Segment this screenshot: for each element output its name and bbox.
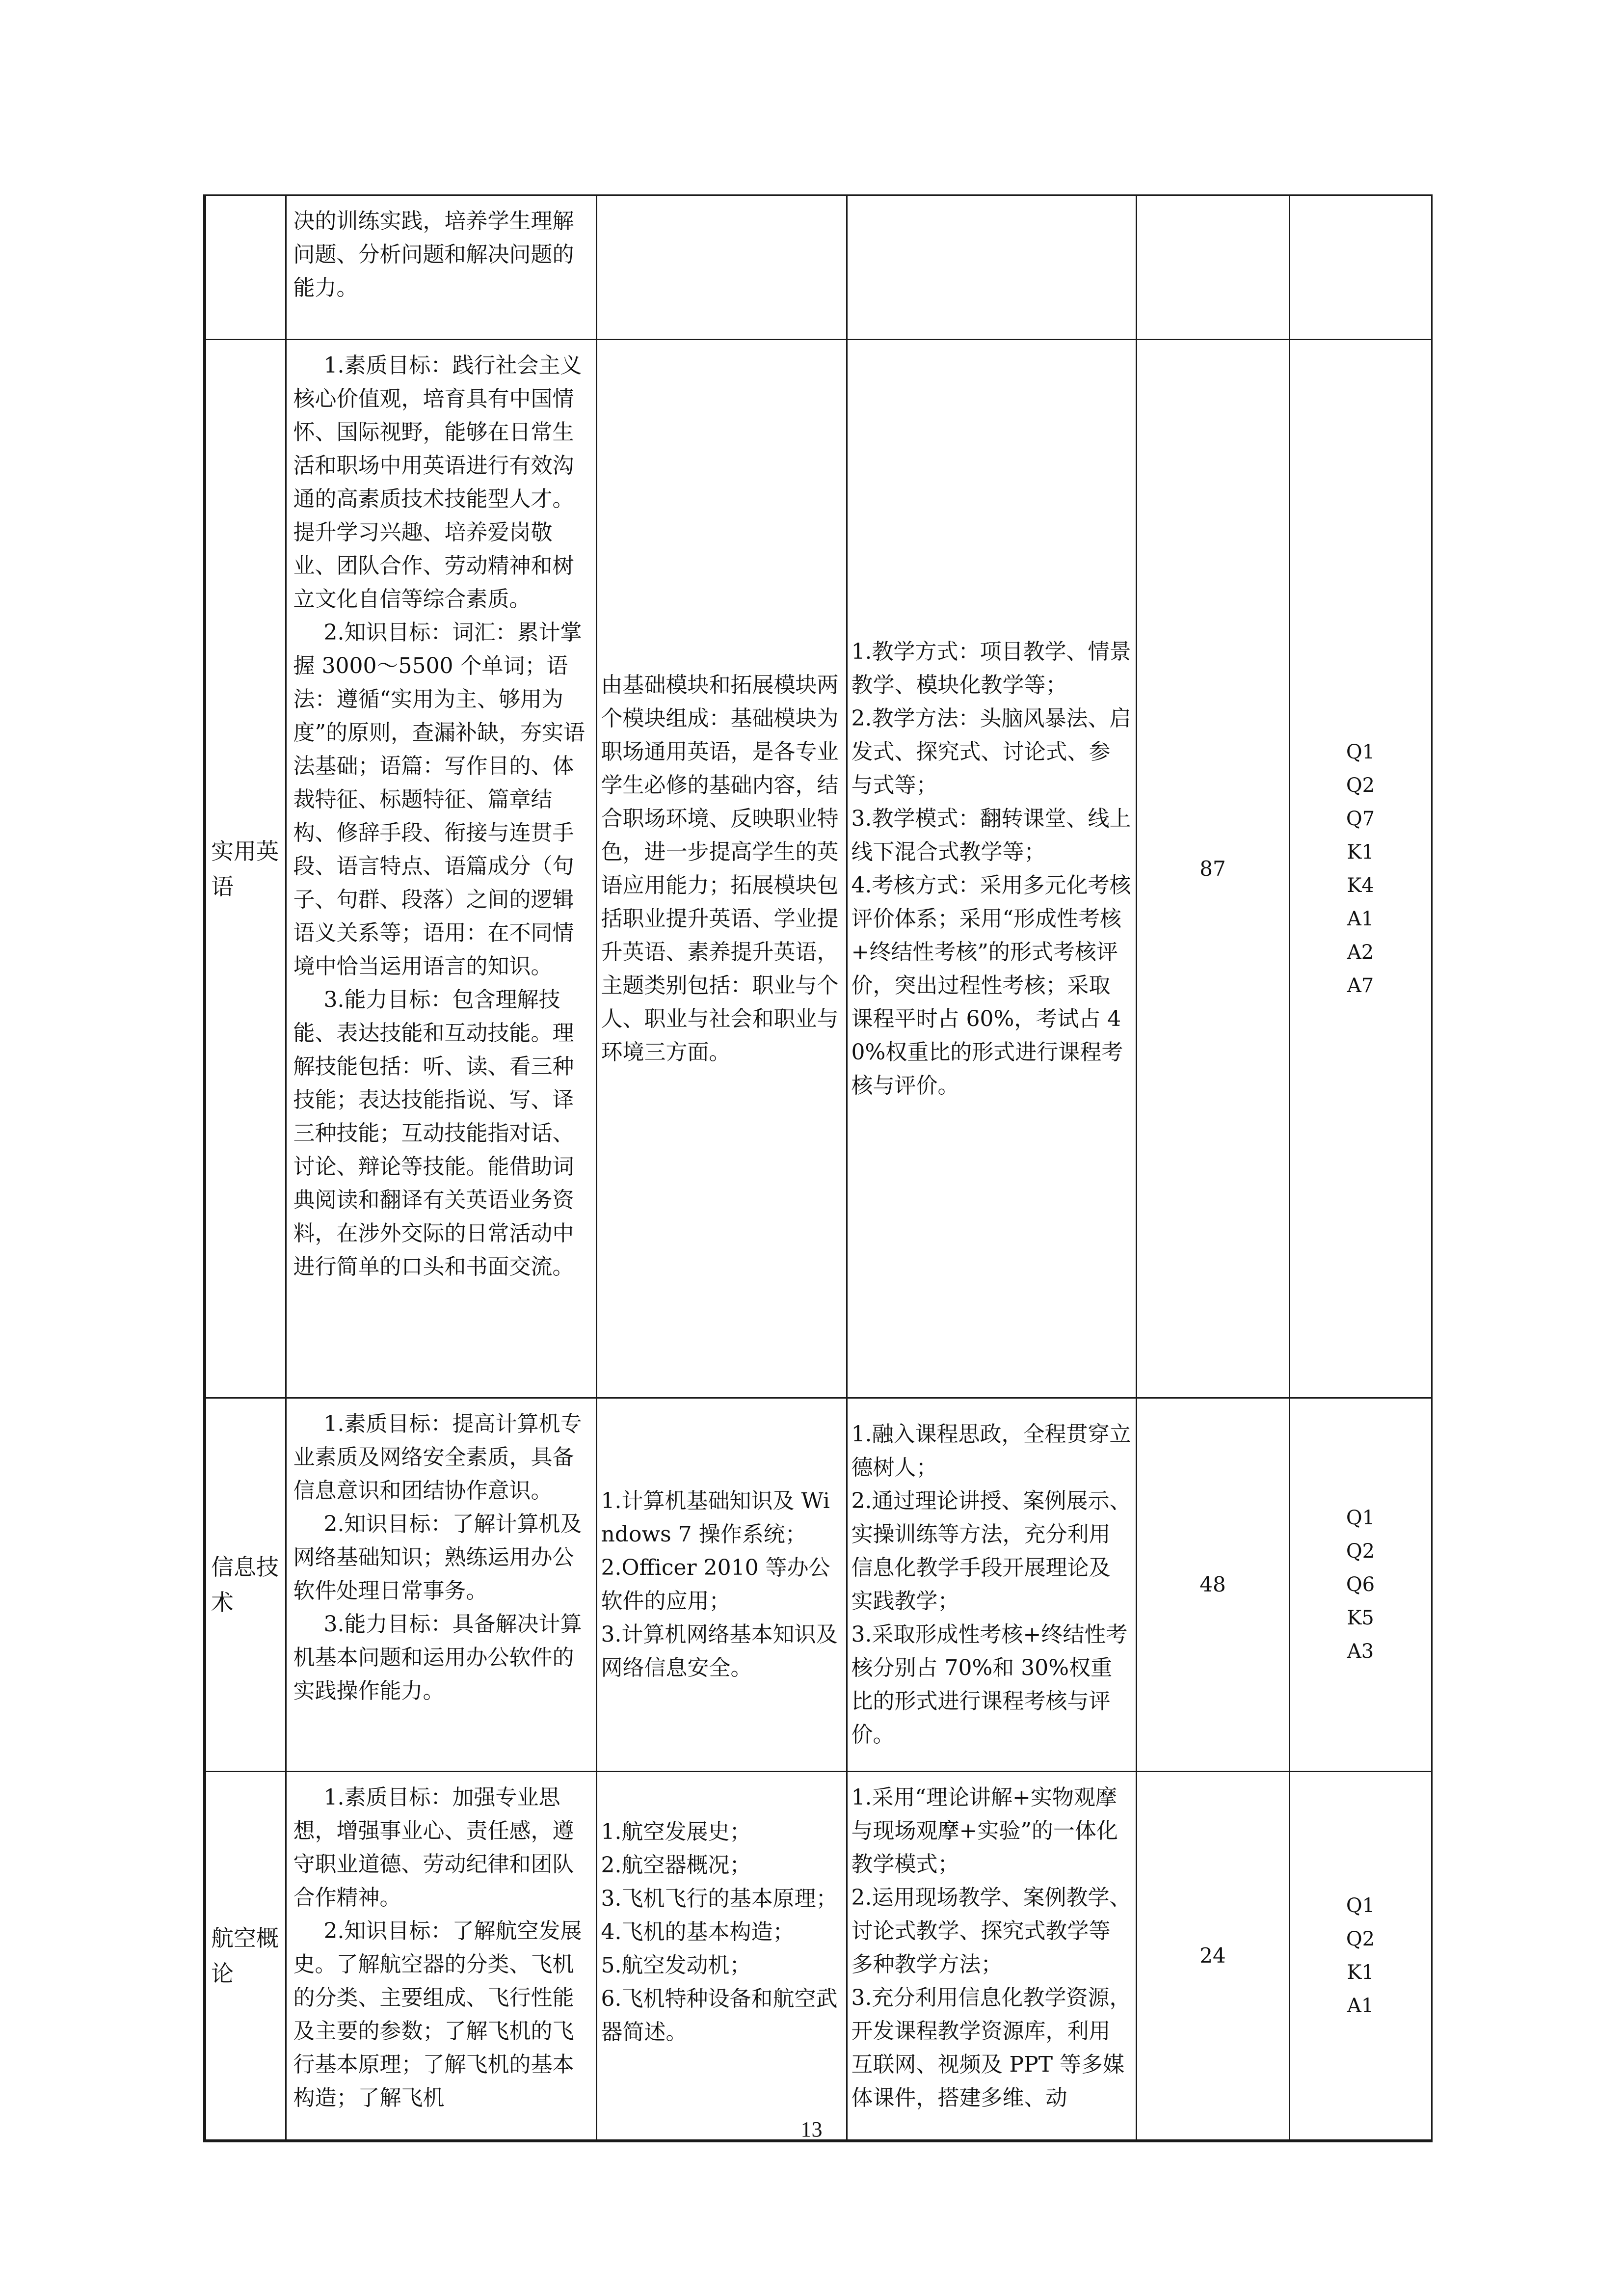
content-item: 5.航空发动机； [601, 1953, 751, 1978]
course-content-cell [596, 195, 847, 340]
method-item: 3.充分利用信息化教学资源，开发课程教学资源库，利用互联网、视频及 PPT 等多媒体课件，搭建多维、动 [851, 1985, 1131, 2110]
goal-paragraph: 2.知识目标：了解航空发展史。了解航空器的分类、飞机的分类、主要组成、飞行性能及主要的参数；了解飞机的飞行基本原理；了解飞机的基本构造；了解飞机 [293, 1918, 582, 2110]
objective-codes-cell [1289, 195, 1432, 340]
course-content-cell [596, 340, 847, 1398]
objective-codes-cell [1289, 340, 1432, 1398]
objective-code: Q1 [1346, 1894, 1375, 1917]
objective-code: Q7 [1346, 807, 1375, 830]
objective-code: A1 [1347, 1995, 1374, 2017]
hours-cell: 87 [1136, 340, 1289, 1398]
course-content-cell [596, 1398, 847, 1772]
objective-code: A2 [1347, 941, 1374, 964]
objective-code: Q2 [1346, 1928, 1375, 1950]
objective-code: A1 [1347, 907, 1374, 930]
course-goals-cell [286, 1398, 596, 1772]
course-name-cell: 实用英语 [205, 340, 286, 1398]
objective-codes-cell [1289, 1398, 1432, 1772]
course-name-cell: 航空概论 [205, 1772, 286, 2141]
method-item: 3.教学模式：翻转课堂、线上线下混合式教学等； [851, 806, 1131, 864]
page-number: 13 [800, 2117, 823, 2141]
course-goals-cell [286, 1772, 596, 2141]
content-paragraph: 由基础模块和拓展模块两个模块组成：基础模块为职场通用英语，是各专业学生必修的基础内容，结合职场环境、反映职业特色，进一步提高学生的英语应用能力；拓展模块包括职业提升英语、学业提升英语、素养提升英语，主题类别包括：职业与个人、职业与社会和职业与环境三方面。 [601, 672, 839, 1065]
hours-cell [1136, 195, 1289, 340]
table-row-continuation [205, 195, 1432, 340]
teaching-method-cell [847, 1398, 1136, 1772]
objective-code: Q1 [1346, 1507, 1375, 1529]
method-item: 2.通过理论讲授、案例展示、实操训练等方法，充分利用信息化教学手段开展理论及实践教学； [851, 1488, 1131, 1614]
content-item: 2.Officer 2010 等办公软件的应用； [601, 1555, 830, 1614]
objective-code: A7 [1347, 974, 1374, 997]
table-row-information-technology [205, 1398, 1432, 1772]
teaching-method-cell [847, 1772, 1136, 2141]
table-row-aviation-introduction [205, 1772, 1432, 2141]
goal-paragraph: 2.知识目标：词汇：累计掌握 3000～5500 个单词；语法：遵循“实用为主、够用为度”的原则，查漏补缺，夯实语法基础；语篇：写作目的、体裁特征、标题特征、篇章结构、修辞手段、衔接与连贯手段、语言特点、语篇成分（句子、句群、段落）之间的逻辑语义关系等；语用：在不同情境中恰当运用语言的知识。 [293, 620, 585, 979]
teaching-method-cell [847, 340, 1136, 1398]
goal-paragraph: 1.素质目标：提高计算机专业素质及网络安全素质，具备信息意识和团结协作意识。 [293, 1411, 582, 1503]
objective-codes-cell [1289, 1772, 1432, 2141]
content-item: 1.计算机基础知识及 Windows 7 操作系统； [601, 1488, 830, 1547]
method-item: 1.采用“理论讲解+实物观摩与现场观摩+实验”的一体化教学模式； [851, 1785, 1118, 1877]
objective-code: Q1 [1346, 740, 1375, 763]
curriculum-table [203, 194, 1433, 2142]
goal-paragraph: 决的训练实践，培养学生理解问题、分析问题和解决问题的能力。 [293, 209, 574, 300]
course-goals-cell [286, 195, 596, 340]
content-item: 3.计算机网络基本知识及网络信息安全。 [601, 1622, 838, 1680]
course-goals-cell [286, 340, 596, 1398]
content-item: 3.飞机飞行的基本原理； [601, 1886, 838, 1911]
objective-code: K1 [1347, 840, 1374, 864]
method-item: 2.教学方法：头脑风暴法、启发式、探究式、讨论式、参与式等； [851, 705, 1131, 798]
teaching-method-cell [847, 195, 1136, 340]
goal-paragraph: 2.知识目标：了解计算机及网络基础知识；熟练运用办公软件处理日常事务。 [293, 1512, 582, 1603]
goal-paragraph: 3.能力目标：具备解决计算机基本问题和运用办公软件的实践操作能力。 [293, 1612, 582, 1703]
hours-cell: 48 [1136, 1398, 1289, 1772]
goal-paragraph: 1.素质目标：加强专业思想，增强事业心、责任感，遵守职业道德、劳动纪律和团队合作精神。 [293, 1785, 574, 1910]
objective-code: K4 [1347, 874, 1374, 897]
objective-code: Q2 [1346, 774, 1375, 797]
content-item: 4.飞机的基本构造； [601, 1919, 795, 1945]
course-content-cell [596, 1772, 847, 2141]
objective-code: K5 [1347, 1607, 1374, 1629]
goal-paragraph: 3.能力目标：包含理解技能、表达技能和互动技能。理解技能包括：听、读、看三种技能；表达技能指说、写、译三种技能；互动技能指对话、讨论、辩论等技能。能借助词典阅读和翻译有关英语业务资料，在涉外交际的日常活动中进行简单的口头和书面交流。 [293, 987, 574, 1279]
content-item: 2.航空器概况； [601, 1853, 751, 1878]
course-name-cell [205, 195, 286, 340]
goal-paragraph: 1.素质目标：践行社会主义核心价值观，培育具有中国情怀、国际视野，能够在日常生活和职场中用英语进行有效沟通的高素质技术技能型人才。提升学习兴趣、培养爱岗敬业、团队合作、劳动精神和树立文化自信等综合素质。 [293, 353, 582, 612]
content-item: 1.航空发展史； [601, 1819, 751, 1844]
table-row-practical-english [205, 340, 1432, 1398]
objective-code: A3 [1347, 1640, 1374, 1663]
objective-code: Q2 [1346, 1540, 1375, 1563]
content-item: 6.飞机特种设备和航空武器简述。 [601, 1986, 838, 2045]
objective-code: K1 [1347, 1961, 1374, 1984]
method-item: 1.融入课程思政，全程贯穿立德树人； [851, 1422, 1131, 1480]
method-item: 4.考核方式：采用多元化考核评价体系；采用“形成性考核+终结性考核”的形式考核评价，突出过程性考核；采取课程平时占 60%，考试占 40%权重比的形式进行课程考核与评价。 [851, 872, 1131, 1098]
hours-cell: 24 [1136, 1772, 1289, 2141]
method-item: 1.教学方式：项目教学、情景教学、模块化教学等； [851, 639, 1131, 698]
objective-code: Q6 [1346, 1573, 1375, 1596]
course-name-cell: 信息技术 [205, 1398, 286, 1772]
method-item: 3.采取形成性考核+终结性考核分别占 70%和 30%权重比的形式进行课程考核与评价。 [851, 1622, 1128, 1747]
method-item: 2.运用现场教学、案例教学、讨论式教学、探究式教学等多种教学方法； [851, 1885, 1131, 1977]
